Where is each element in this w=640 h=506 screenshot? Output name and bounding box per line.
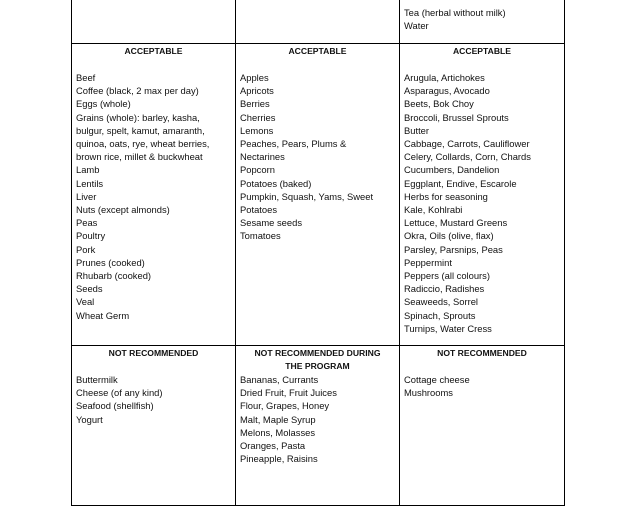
list-item: Pumpkin, Squash, Yams, Sweet bbox=[240, 190, 374, 202]
not-recommended-header-2 bbox=[240, 347, 395, 373]
list-item: quinoa, oats, rye, wheat berries, bbox=[76, 138, 210, 150]
list-item: Potatoes bbox=[240, 204, 278, 216]
list-item: Asparagus, Avocado bbox=[404, 85, 490, 97]
list-item: Spinach, Sprouts bbox=[404, 309, 476, 321]
top-cell-1 bbox=[72, 0, 236, 44]
acceptable-list-2 bbox=[240, 71, 395, 243]
food-table bbox=[71, 0, 565, 506]
not-recommended-list-3 bbox=[404, 373, 560, 399]
acceptable-header-3: ACCEPTABLE bbox=[452, 46, 512, 56]
list-item: Lentils bbox=[76, 177, 104, 189]
list-item: Peppermint bbox=[404, 256, 452, 268]
list-item: Beef bbox=[76, 72, 96, 83]
list-item: Parsley, Parsnips, Peas bbox=[404, 243, 503, 255]
list-item: Rhubarb (cooked) bbox=[76, 270, 152, 282]
list-item: Butter bbox=[404, 124, 430, 136]
list-item: Peaches, Pears, Plums & bbox=[240, 138, 347, 150]
list-item: Peppers (all colours) bbox=[404, 270, 490, 282]
list-item: brown rice, millet & buckwheat bbox=[76, 151, 203, 163]
list-item: Wheat Germ bbox=[76, 309, 130, 321]
list-item: Apples bbox=[240, 72, 269, 83]
list-item: Arugula, Artichokes bbox=[404, 72, 485, 83]
list-item: Celery, Collards, Corn, Chards bbox=[404, 151, 531, 163]
list-item: Water bbox=[404, 20, 429, 32]
list-item: Lemons bbox=[240, 124, 274, 136]
acceptable-cell-3 bbox=[400, 44, 565, 346]
list-item: Liver bbox=[76, 190, 97, 202]
top-list-3 bbox=[404, 6, 560, 32]
not-recommended-cell-1 bbox=[72, 346, 236, 506]
not-recommended-list-1 bbox=[76, 373, 231, 426]
not-recommended-cell-2 bbox=[236, 346, 400, 506]
acceptable-cell-2 bbox=[236, 44, 400, 346]
list-item: Poultry bbox=[76, 230, 106, 242]
list-item: Eggplant, Endive, Escarole bbox=[404, 177, 517, 189]
list-item: Seafood (shellfish) bbox=[76, 400, 154, 412]
list-item: Mushrooms bbox=[404, 387, 453, 399]
list-item: Cheese (of any kind) bbox=[76, 387, 163, 399]
list-item: Cucumbers, Dandelion bbox=[404, 164, 500, 176]
list-item: Lettuce, Mustard Greens bbox=[404, 217, 508, 229]
list-item: Lamb bbox=[76, 164, 100, 176]
list-item: Pork bbox=[76, 243, 96, 255]
acceptable-list-3 bbox=[404, 71, 560, 335]
list-item: Veal bbox=[76, 296, 95, 308]
list-item: Turnips, Water Cress bbox=[404, 322, 492, 334]
top-row bbox=[72, 0, 565, 44]
list-item: Pineapple, Raisins bbox=[240, 453, 318, 465]
top-cell-2 bbox=[236, 0, 400, 44]
list-item: Kale, Kohlrabi bbox=[404, 204, 463, 216]
list-item: Sesame seeds bbox=[240, 217, 303, 229]
list-item: Tomatoes bbox=[240, 230, 281, 242]
list-item: Eggs (whole) bbox=[76, 98, 131, 110]
not-recommended-header-2-line1: NOT RECOMMENDED DURING bbox=[254, 348, 381, 358]
list-item: Peas bbox=[76, 217, 98, 229]
list-item: Tea (herbal without milk) bbox=[404, 7, 506, 18]
list-item: Radiccio, Radishes bbox=[404, 283, 485, 295]
list-item: bulgur, spelt, kamut, amaranth, bbox=[76, 124, 205, 136]
list-item: Bananas, Currants bbox=[240, 374, 319, 385]
list-item: Beets, Bok Choy bbox=[404, 98, 474, 110]
list-item: Seeds bbox=[76, 283, 103, 295]
list-item: Nuts (except almonds) bbox=[76, 204, 170, 216]
list-item: Herbs for seasoning bbox=[404, 190, 488, 202]
acceptable-list-1 bbox=[76, 71, 231, 322]
not-recommended-header-2-line2: THE PROGRAM bbox=[285, 361, 350, 371]
list-item: Apricots bbox=[240, 85, 274, 97]
list-item: Cabbage, Carrots, Cauliflower bbox=[404, 138, 530, 150]
not-recommended-row bbox=[72, 346, 565, 506]
list-item: Flour, Grapes, Honey bbox=[240, 400, 330, 412]
list-item: Popcorn bbox=[240, 164, 275, 176]
list-item: Oranges, Pasta bbox=[240, 440, 306, 452]
acceptable-header-2: ACCEPTABLE bbox=[288, 46, 347, 56]
not-recommended-cell-3 bbox=[400, 346, 565, 506]
list-item: Malt, Maple Syrup bbox=[240, 413, 316, 425]
list-item: Prunes (cooked) bbox=[76, 256, 145, 268]
list-item: Melons, Molasses bbox=[240, 426, 316, 438]
list-item: Cottage cheese bbox=[404, 374, 470, 385]
list-item: Cherries bbox=[240, 111, 276, 123]
not-recommended-list-2 bbox=[240, 373, 395, 465]
list-item: Buttermilk bbox=[76, 374, 118, 385]
list-item: Coffee (black, 2 max per day) bbox=[76, 85, 199, 97]
list-item: Berries bbox=[240, 98, 270, 110]
not-recommended-header-3: NOT RECOMMENDED bbox=[437, 348, 527, 358]
list-item: Grains (whole): barley, kasha, bbox=[76, 111, 200, 123]
list-item: Nectarines bbox=[240, 151, 285, 163]
list-item: Yogurt bbox=[76, 413, 103, 425]
list-item: Potatoes (baked) bbox=[240, 177, 312, 189]
acceptable-cell-1 bbox=[72, 44, 236, 346]
list-item: Dried Fruit, Fruit Juices bbox=[240, 387, 337, 399]
list-item: Seaweeds, Sorrel bbox=[404, 296, 478, 308]
list-item: Broccoli, Brussel Sprouts bbox=[404, 111, 509, 123]
list-item: Okra, Oils (olive, flax) bbox=[404, 230, 494, 242]
top-cell-3 bbox=[400, 0, 565, 44]
not-recommended-header-1: NOT RECOMMENDED bbox=[108, 348, 199, 358]
acceptable-header-1: ACCEPTABLE bbox=[124, 46, 183, 56]
acceptable-row bbox=[72, 44, 565, 346]
